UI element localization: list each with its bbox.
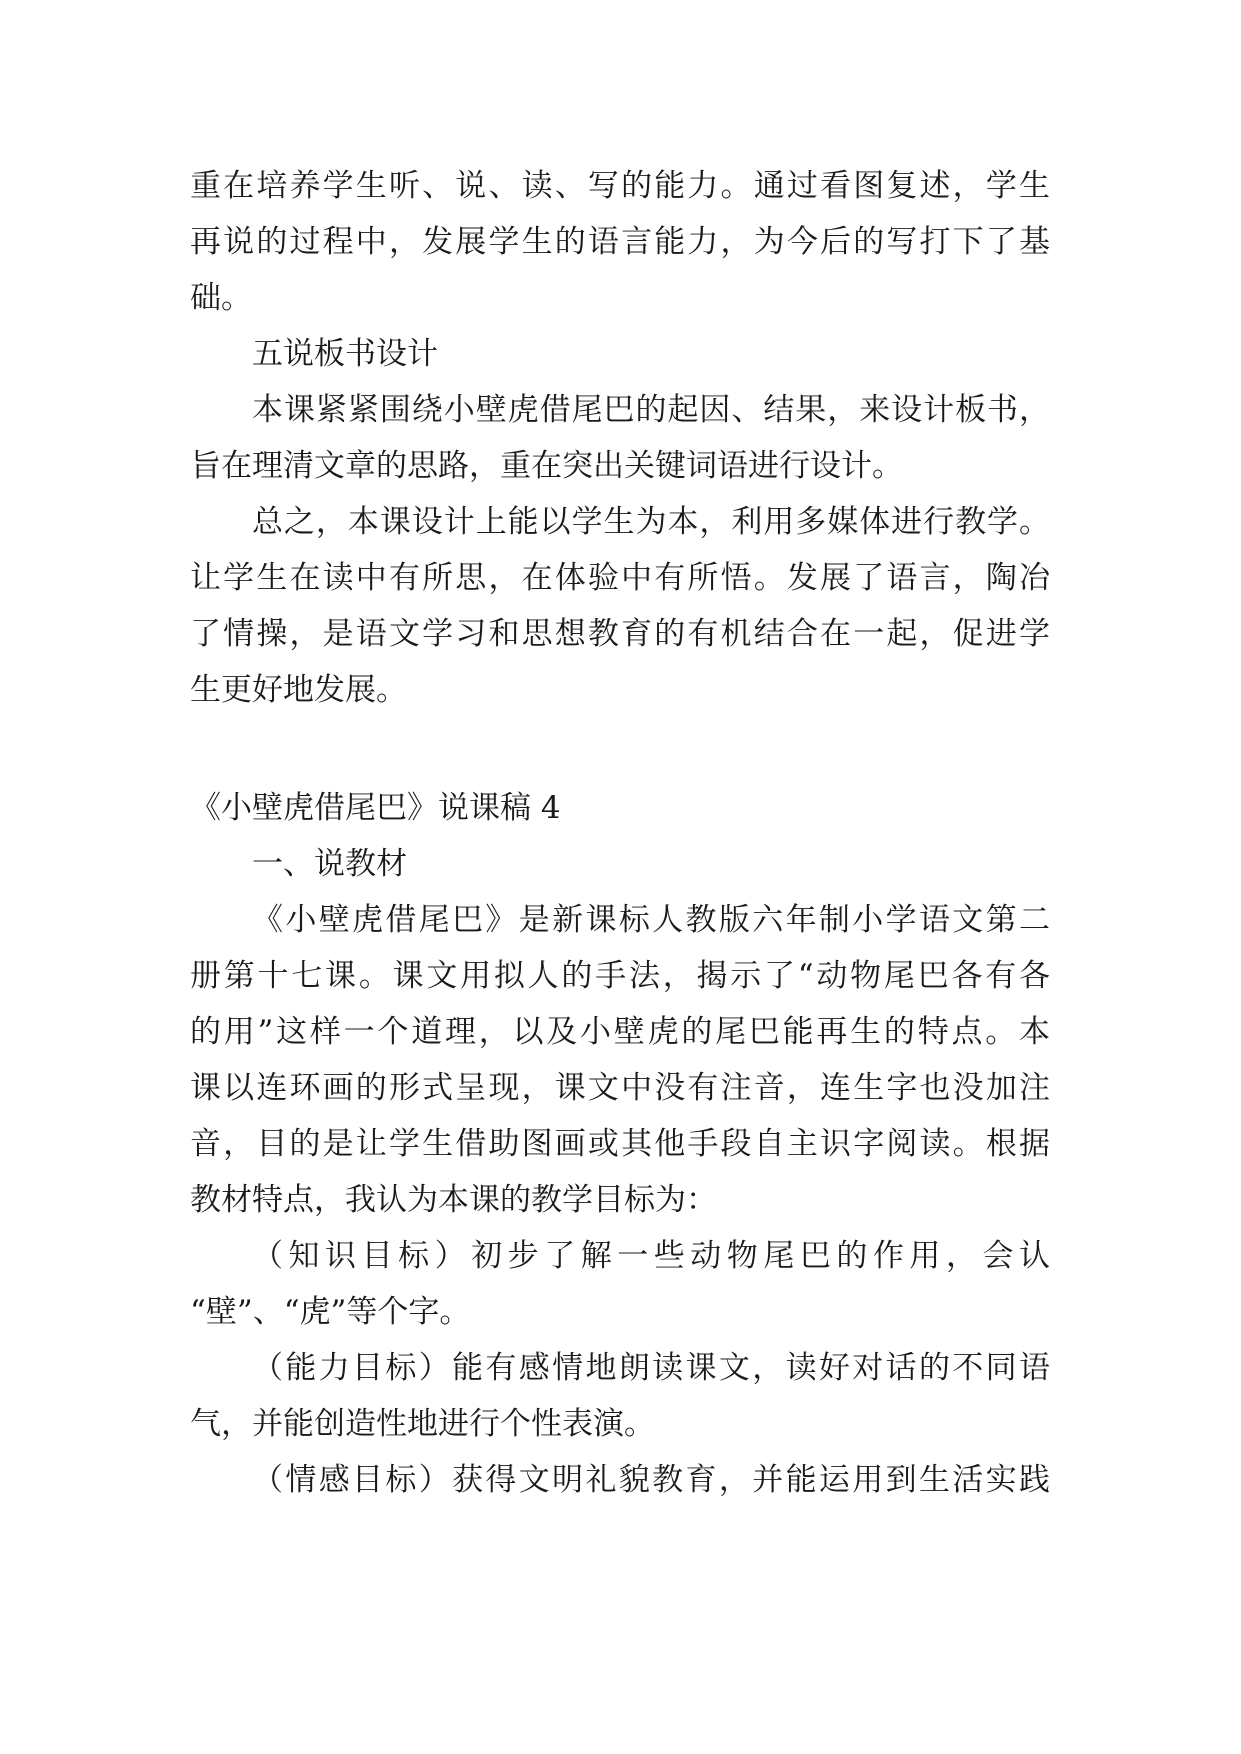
paragraph-line: 教材特点，我认为本课的教学目标为： bbox=[190, 1182, 717, 1218]
section-heading: 五说板书设计 bbox=[252, 336, 438, 372]
paragraph-line: 让学生在读中有所思，在体验中有所悟。发展了语言，陶冶 bbox=[190, 560, 1050, 596]
paragraph-line: 册第十七课。课文用拟人的手法，揭示了“动物尾巴各有各 bbox=[190, 958, 1050, 994]
paragraph-line: （能力目标）能有感情地朗读课文，读好对话的不同语 bbox=[252, 1350, 1050, 1386]
section-heading: 一、说教材 bbox=[252, 846, 407, 882]
paragraph-line: （知识目标）初步了解一些动物尾巴的作用，会认 bbox=[252, 1238, 1050, 1274]
paragraph-line: 总之，本课设计上能以学生为本，利用多媒体进行教学。 bbox=[252, 504, 1050, 540]
paragraph-line: 的用”这样一个道理，以及小壁虎的尾巴能再生的特点。本 bbox=[190, 1014, 1050, 1050]
paragraph-line: 本课紧紧围绕小壁虎借尾巴的起因、结果，来设计板书， bbox=[252, 392, 1050, 428]
paragraph-line: 气，并能创造性地进行个性表演。 bbox=[190, 1406, 655, 1442]
paragraph-line: “壁”、“虎”等个字。 bbox=[190, 1294, 471, 1330]
paragraph-line: 础。 bbox=[190, 280, 252, 316]
paragraph-line: 音，目的是让学生借助图画或其他手段自主识字阅读。根据 bbox=[190, 1126, 1050, 1162]
paragraph-line: 再说的过程中，发展学生的语言能力，为今后的写打下了基 bbox=[190, 224, 1050, 260]
paragraph-line: 生更好地发展。 bbox=[190, 672, 407, 708]
paragraph-line: 课以连环画的形式呈现，课文中没有注音，连生字也没加注 bbox=[190, 1070, 1050, 1106]
paragraph-line: （情感目标）获得文明礼貌教育，并能运用到生活实践 bbox=[252, 1462, 1050, 1498]
paragraph-line: 了情操，是语文学习和思想教育的有机结合在一起，促进学 bbox=[190, 616, 1050, 652]
document-title: 《小壁虎借尾巴》说课稿 4 bbox=[190, 790, 561, 826]
paragraph-line: 旨在理清文章的思路，重在突出关键词语进行设计。 bbox=[190, 448, 903, 484]
paragraph-line: 重在培养学生听、说、读、写的能力。通过看图复述，学生 bbox=[190, 168, 1050, 204]
paragraph-line: 《小壁虎借尾巴》是新课标人教版六年制小学语文第二 bbox=[252, 902, 1050, 938]
